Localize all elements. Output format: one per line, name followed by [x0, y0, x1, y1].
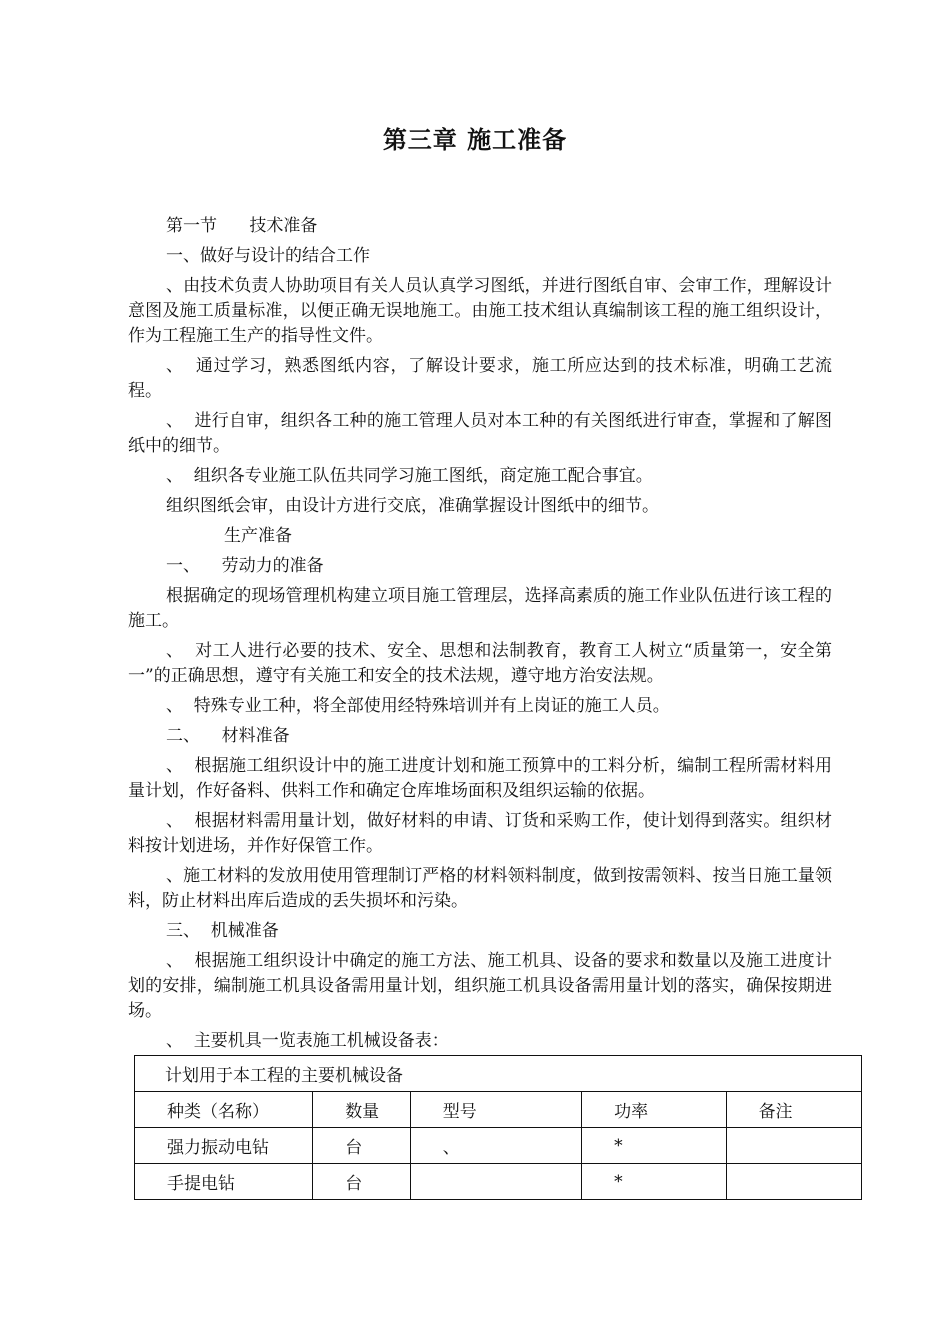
table-cell: 台: [313, 1164, 411, 1200]
paragraph: 、 特殊专业工种，将全部使用经特殊培训并有上岗证的施工人员。: [166, 696, 670, 716]
paragraph: 、 根据施工组织设计中的施工进度计划和施工预算中的工料分析，编制工程所需材料用量计划，作好备料、供料工作和确定仓库堆场面积及组织运输的依据。: [128, 756, 832, 801]
equipment-table: [134, 1055, 862, 1200]
column-header: 型号: [410, 1092, 581, 1128]
paragraph: 、 进行自审，组织各工种的施工管理人员对本工种的有关图纸进行审查，掌握和了解图纸中的细节。: [128, 411, 832, 456]
column-header: 功率: [582, 1092, 726, 1128]
table-header-row: [135, 1092, 862, 1128]
paragraph: 根据确定的现场管理机构建立项目施工管理层，选择高素质的施工作业队伍进行该工程的施工。: [128, 586, 832, 631]
table-cell: [726, 1128, 861, 1164]
paragraph: 、 通过学习，熟悉图纸内容，了解设计要求，施工所应达到的技术标准，明确工艺流程。: [128, 356, 832, 401]
paragraph: 、 对工人进行必要的技术、安全、思想和法制教育，教育工人树立“质量第一，安全第一”的正确思想，遵守有关施工和安全的技术法规，遵守地方治安法规。: [128, 641, 832, 686]
paragraph: 、施工材料的发放用使用管理制订严格的材料领料制度，做到按需领料、按当日施工量领料，防止材料出库后造成的丢失损坏和污染。: [128, 866, 832, 911]
subsection-heading: 一、做好与设计的结合工作: [166, 246, 370, 266]
table-caption: 计划用于本工程的主要机械设备: [135, 1056, 862, 1092]
document-body: [128, 214, 832, 1059]
paragraph: 、 组织各专业施工队伍共同学习施工图纸，商定施工配合事宜。: [166, 466, 653, 486]
section-heading: 第一节 技术准备: [166, 216, 318, 236]
paragraph: 、 主要机具一览表施工机械设备表：: [166, 1031, 449, 1051]
paragraph: 、 根据材料需用量计划，做好材料的申请、订货和采购工作，使计划得到落实。组织材料按计划进场，并作好保管工作。: [128, 811, 832, 856]
column-header: 种类（名称）: [135, 1092, 313, 1128]
subsection-heading: 三、 机械准备: [166, 921, 279, 941]
page-title: 第三章 施工准备: [382, 126, 568, 154]
column-header: 数量: [313, 1092, 411, 1128]
table-cell: 强力振动电钻: [135, 1128, 313, 1164]
subsection-heading: 一、 劳动力的准备: [166, 556, 324, 576]
table-cell: 手提电钻: [135, 1164, 313, 1200]
paragraph: 、由技术负责人协助项目有关人员认真学习图纸，并进行图纸自审、会审工作，理解设计意图及施工质量标准，以便正确无误地施工。由施工技术组认真编制该工程的施工组织设计，作为工程施工生产的指导性文件。: [128, 276, 832, 346]
section-heading: 生产准备: [224, 526, 292, 546]
subsection-heading: 二、 材料准备: [166, 726, 290, 746]
table-cell: *: [582, 1128, 726, 1164]
paragraph: 、 根据施工组织设计中确定的施工方法、施工机具、设备的要求和数量以及施工进度计划的安排，编制施工机具设备需用量计划，组织施工机具设备需用量计划的落实，确保按期进场。: [128, 951, 832, 1021]
table-cell: [410, 1164, 581, 1200]
table-cell: 台: [313, 1128, 411, 1164]
paragraph: 组织图纸会审，由设计方进行交底，准确掌握设计图纸中的细节。: [166, 496, 659, 516]
table-cell: *: [582, 1164, 726, 1200]
table-row: [135, 1128, 862, 1164]
table-caption-row: [135, 1056, 862, 1092]
column-header: 备注: [726, 1092, 861, 1128]
table-row: [135, 1164, 862, 1200]
table-cell: 、: [410, 1128, 581, 1164]
table-cell: [726, 1164, 861, 1200]
